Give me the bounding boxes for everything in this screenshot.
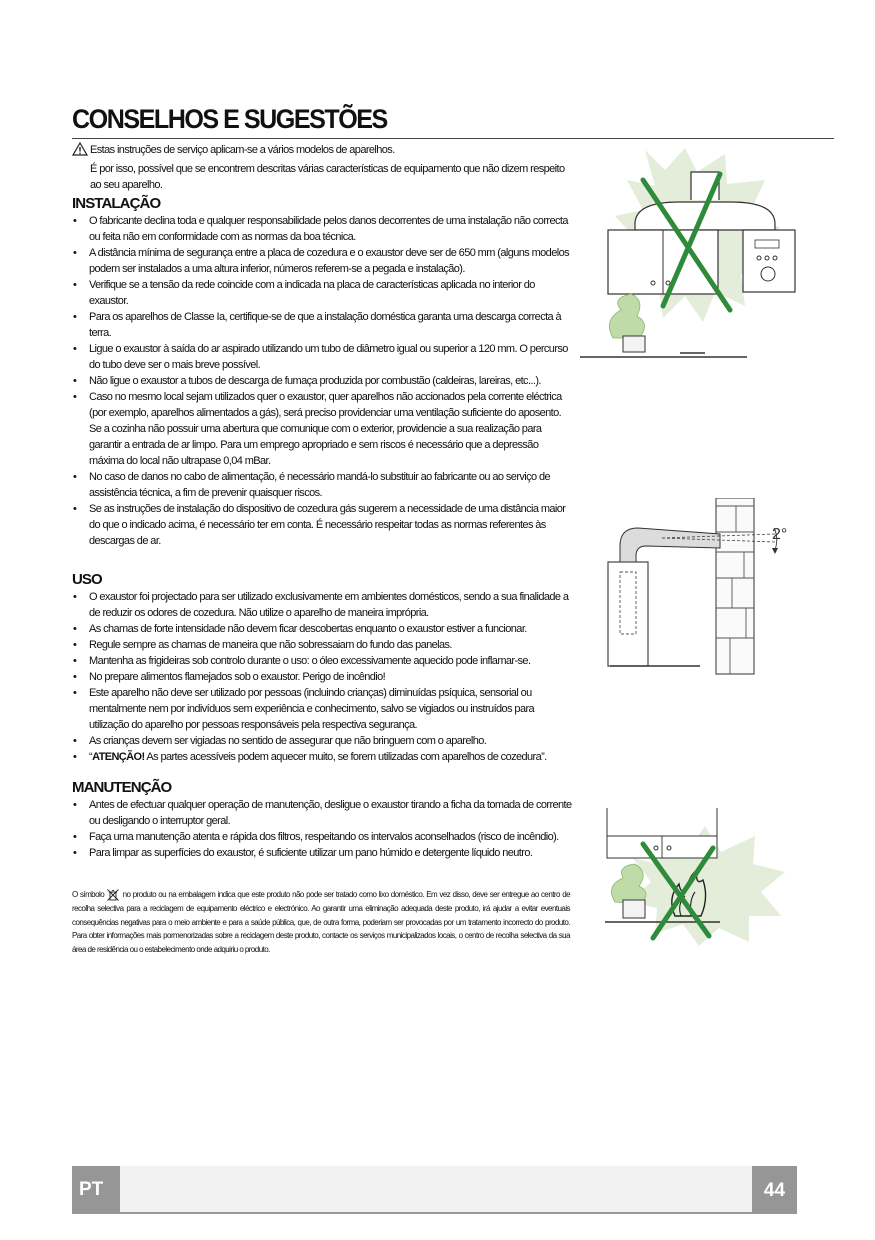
attention-quote: “	[89, 751, 93, 763]
list-item: • Mantenha as frigideiras sob controlo durante o uso: o óleo excessivamente aquecido pode inflamar-se.	[72, 653, 572, 669]
list-item: • Ligue o exaustor à saída do ar aspirado utilizando um tubo de diâmetro igual ou superior a 120 mm. O percurso do tubo deve ser o mais breve possível.	[72, 341, 572, 373]
warning-triangle-icon	[72, 142, 90, 161]
list-item: • Este aparelho não deve ser utilizado por pessoas (incluindo crianças) diminuídas psíquica, sensorial ou mentalmente nem por indivíduos sem experiência e conhecimento, salvo se vigiados ou instruídos para utilização do aparelho por pessoas responsáveis pela respectiva segurança.	[72, 685, 572, 733]
figure-hood-forbidden	[575, 140, 805, 375]
list-item: • Caso no mesmo local sejam utilizados quer o exaustor, quer aparelhos não accionados pela corrente eléctrica (por exemplo, aparelhos alimentados a gás), será preciso providenciar uma ventilação suficiente do aposento. Se a cozinha não possuir uma abertura que comunique com o exterior, providencie a sua realização para garantir a entrada de ar limpo. Para um emprego apropriado e sem riscos é necessário que a depressão máxima do local não ultrapase 0,04 mBar.	[72, 389, 572, 469]
attention-label: ATENÇÃO!	[92, 751, 145, 763]
list-item: • Faça uma manutenção atenta e rápida dos filtros, respeitando os intervalos aconselhados (risco de incêndio).	[72, 829, 572, 845]
slope-angle-label: 2°	[772, 526, 788, 543]
list-item: • No caso de danos no cabo de alimentação, é necessário mandá-lo substituir ao fabricante ou ao serviço de assistência técnica, a fim de prevenir quaisquer riscos.	[72, 469, 572, 501]
footer-rule	[72, 1212, 797, 1214]
disposal-text-before: O símbolo	[72, 890, 105, 900]
list-item-attention	[72, 749, 572, 765]
installation-heading: INSTALAÇÃO	[72, 195, 161, 212]
list-item: • As chamas de forte intensidade não devem ficar descobertas enquanto o exaustor estiver a funcionar.	[72, 621, 572, 637]
list-item: • Se as instruções de instalação do dispositivo de cozedura gás sugerem a necessidade de uma distância maior do que o indicado acima, é necessário ter em conta. É necessário respeitar todas as normas referentes às descargas de ar.	[72, 501, 572, 549]
list-item: • Antes de efectuar qualquer operação de manutenção, desligue o exaustor tirando a ficha da tomada de corrente ou desligando o interruptor geral.	[72, 797, 572, 829]
title-divider	[72, 138, 834, 139]
attention-text: As partes acessíveis podem aquecer muito, se forem utilizadas com aparelhos de cozedura”.	[144, 751, 547, 763]
page-title: CONSELHOS E SUGESTÕES	[72, 104, 387, 134]
list-item: • A distância mínima de segurança entre a placa de cozedura e o exaustor deve ser de 650 mm (alguns modelos podem ser instalados a uma altura inferior, números referem-se a pegada e instalação).	[72, 245, 572, 277]
intro-line-1: Estas instruções de serviço aplicam-se a vários modelos de aparelhos.	[90, 144, 395, 156]
use-heading: USO	[72, 571, 102, 588]
use-section	[72, 571, 572, 765]
language-code: PT	[72, 1166, 120, 1214]
maintenance-section	[72, 779, 572, 861]
list-item: • As crianças devem ser vigiadas no sentido de assegurar que não bringuem com o aparelho.	[72, 733, 572, 749]
list-item: • Para os aparelhos de Classe Ia, certifique-se de que a instalação doméstica garanta uma descarga correcta à terra.	[72, 309, 572, 341]
use-list	[72, 589, 572, 765]
crossed-bin-icon	[106, 888, 120, 902]
list-item: • Para limpar as superfícies do exaustor, é suficiente utilizar um pano húmido e detergente líquido neutro.	[72, 845, 572, 861]
list-item: • Não ligue o exaustor a tubos de descarga de fumaça produzida por combustão (caldeiras, lareiras, etc...).	[72, 373, 572, 389]
list-item: • O exaustor foi projectado para ser utilizado exclusivamente em ambientes domésticos, sendo a sua finalidade a de reduzir os odores de cozedura. Não utilize o aparelho de maneira imprópria.	[72, 589, 572, 621]
list-item: • Verifique se a tensão da rede coincide com a indicada na placa de características aplicada no interior do exaustor.	[72, 277, 572, 309]
disposal-text-after: no produto ou na embalagem indica que este produto não pode ser tratado como lixo doméstico. Em vez disso, deve ser entregue ao centro de recolha selectiva para a reciclagem de equipamento eléctrico e electrónico. Ao garantir uma eliminação adequada deste produto, irá ajudar a evitar eventuais consequências negativas para o meio ambiente e para a saúde pública, que, de outra forma, poderiam ser provocadas por um tratamento incorrecto do produto. Para obter informações mais pormenorizadas sobre a reciclagem deste produto, contacte os serviços municipalizados locais, o centro de recolha selectiva da sua área de residência ou o estabelecimento onde adquiriu o produto.	[72, 890, 570, 954]
maintenance-list	[72, 797, 572, 861]
disposal-notice	[72, 888, 570, 956]
list-item: • O fabricante declina toda e qualquer responsabilidade pelos danos decorrentes de uma instalação não correcta ou feita não em conformidade com as normas da boa técnica.	[72, 213, 572, 245]
installation-list	[72, 213, 572, 549]
list-item: • No prepare alimentos flamejados sob o exaustor. Perigo de incêndio!	[72, 669, 572, 685]
intro-note	[72, 142, 572, 193]
footer-bar	[72, 1166, 797, 1214]
figure-duct-slope	[600, 498, 800, 683]
page-number: 44	[752, 1166, 797, 1214]
figure-flambe-forbidden	[595, 808, 795, 951]
maintenance-heading: MANUTENÇÃO	[72, 779, 172, 796]
list-item: • Regule sempre as chamas de maneira que não sobressaiam do fundo das panelas.	[72, 637, 572, 653]
intro-line-2: É por isso, possível que se encontrem descritas várias características de equipamento que não dizem respeito ao seu aparelho.	[90, 163, 565, 191]
installation-section	[72, 195, 572, 549]
